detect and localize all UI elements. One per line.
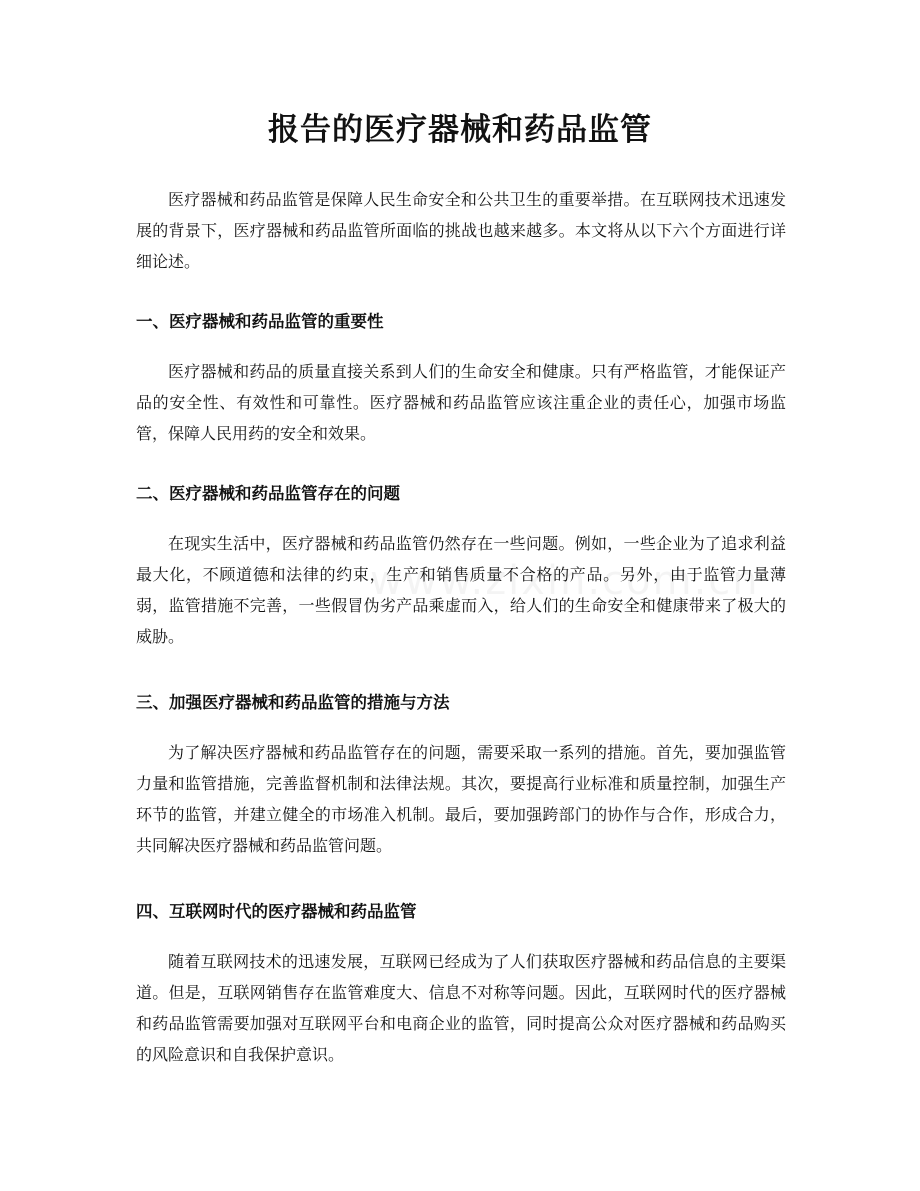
section-body-3: 为了解决医疗器械和药品监管存在的问题，需要采取一系列的措施。首先，要加强监管力量和监管措施，完善监督机制和法律法规。其次，要提高行业标准和质量控制，加强生产环节的监管，并建立健全的市场准入机制。最后，要加强跨部门的协作与合作，形成合力，共同解决医疗器械和药品监管问题。 [136,743,786,855]
section-heading-2: 二、医疗器械和药品监管存在的问题 [136,484,400,503]
section-body-4: 随着互联网技术的迅速发展，互联网已经成为了人们获取医疗器械和药品信息的主要渠道。但是，互联网销售存在监管难度大、信息不对称等问题。因此，互联网时代的医疗器械和药品监管需要加强对互联网平台和电商企业的监管，同时提高公众对医疗器械和药品购买的风险意识和自我保护意识。 [136,952,786,1064]
section-heading-4: 四、互联网时代的医疗器械和药品监管 [136,902,417,921]
section-heading-1: 一、医疗器械和药品监管的重要性 [136,312,384,331]
section-heading-3: 三、加强医疗器械和药品监管的措施与方法 [136,693,450,712]
intro-paragraph: 医疗器械和药品监管是保障人民生命安全和公共卫生的重要举措。在互联网技术迅速发展的背景下，医疗器械和药品监管所面临的挑战也越来越多。本文将从以下六个方面进行详细论述。 [136,190,786,271]
section-body-2: 在现实生活中，医疗器械和药品监管仍然存在一些问题。例如，一些企业为了追求利益最大化，不顾道德和法律的约束，生产和销售质量不合格的产品。另外，由于监管力量薄弱，监管措施不完善，一些假冒伪劣产品乘虚而入，给人们的生命安全和健康带来了极大的威胁。 [136,534,786,646]
section-body-1: 医疗器械和药品的质量直接关系到人们的生命安全和健康。只有严格监管，才能保证产品的安全性、有效性和可靠性。医疗器械和药品监管应该注重企业的责任心，加强市场监管，保障人民用药的安全和效果。 [136,362,786,443]
document-title: 报告的医疗器械和药品监管 [268,112,652,148]
